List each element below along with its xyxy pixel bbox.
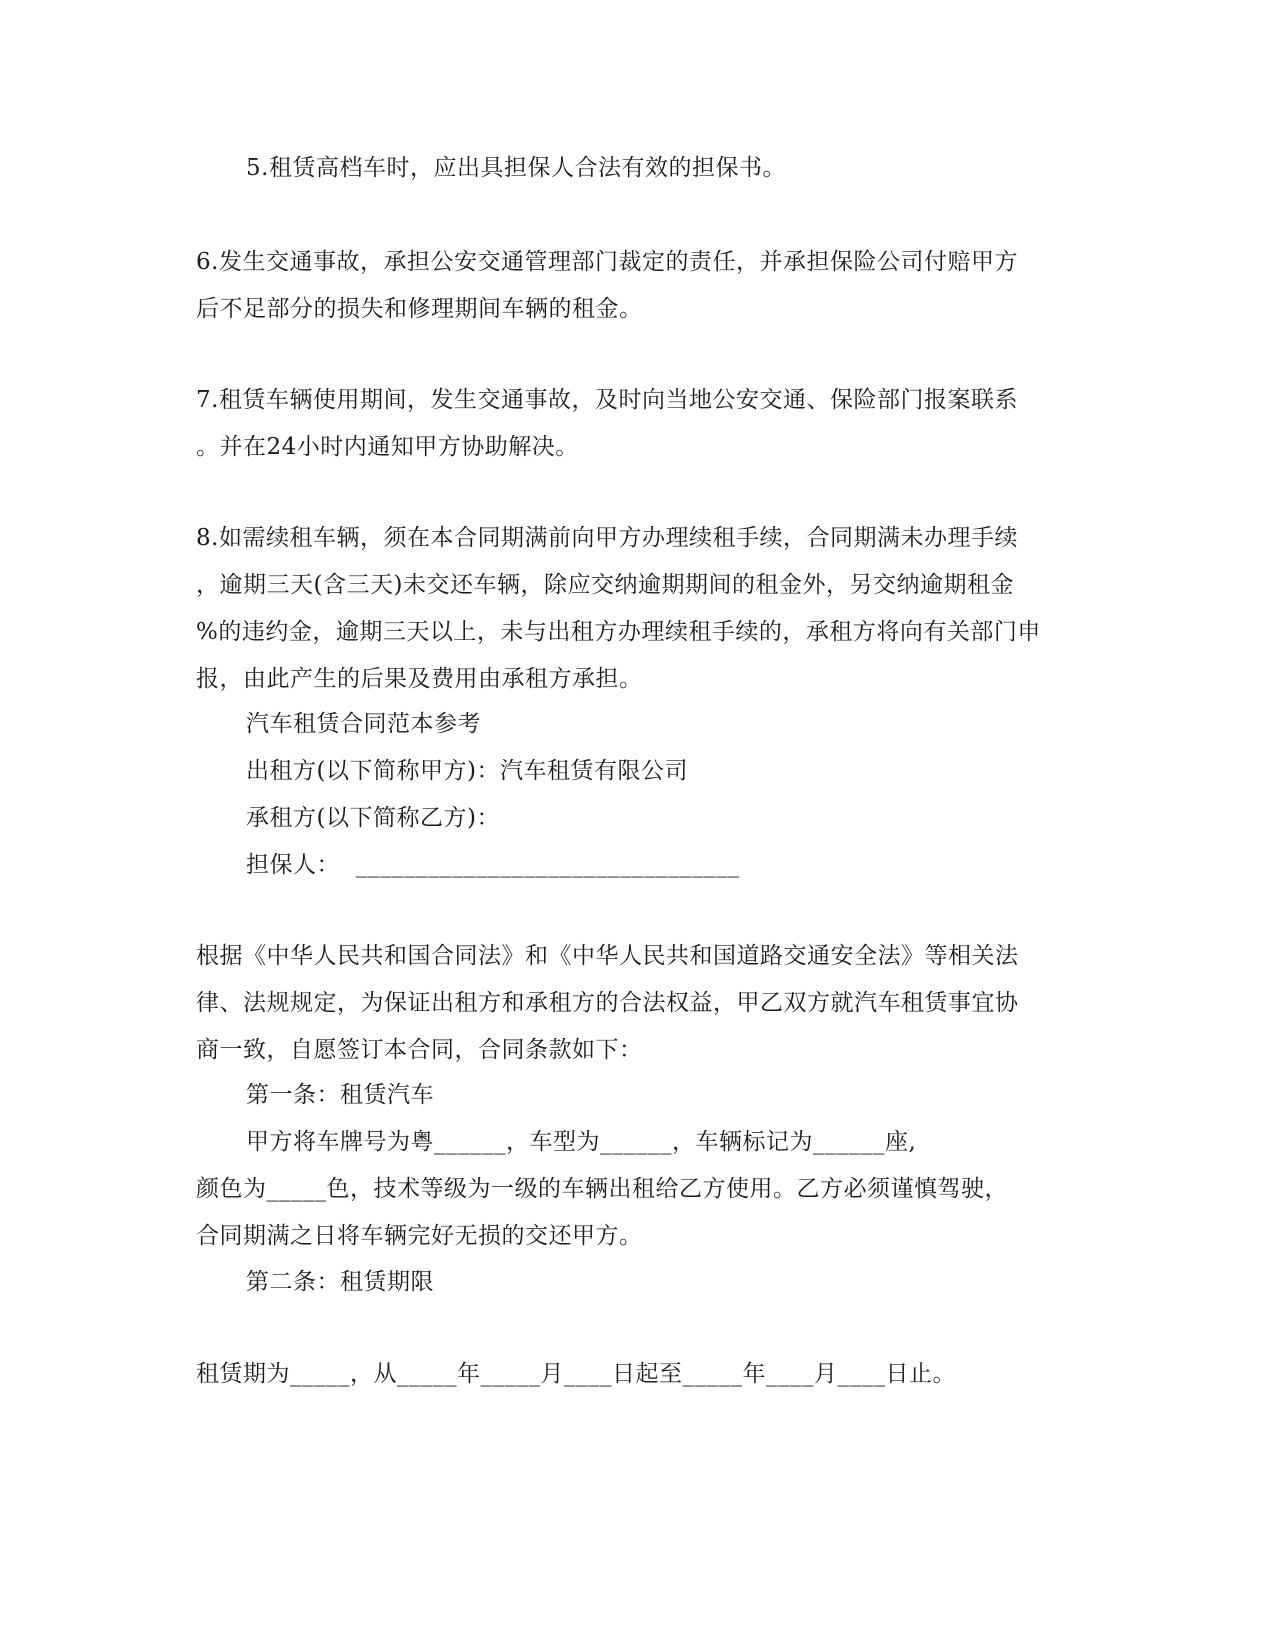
- article-1-line-1: 甲方将车牌号为粤______，车型为______，车辆标记为______座,: [246, 1129, 917, 1155]
- clause-6-line-2: 后不足部分的损失和修理期间车辆的租金。: [196, 296, 643, 322]
- article-2-title: 第二条：租赁期限: [246, 1269, 434, 1295]
- contract-title: 汽车租赁合同范本参考: [246, 711, 481, 737]
- lessee-line: 承租方(以下简称乙方)：: [246, 805, 500, 831]
- article-1-title: 第一条：租赁汽车: [246, 1082, 434, 1108]
- clause-7-line-2: 。并在24小时内通知甲方协助解决。: [196, 434, 579, 460]
- article-2-line-1: 租赁期为_____，从_____年_____月____日起至_____年____月____日止。: [196, 1361, 956, 1387]
- preamble-line-1: 根据《中华人民共和国合同法》和《中华人民共和国道路交通安全法》等相关法: [196, 943, 1019, 969]
- clause-5: 5.租赁高档车时，应出具担保人合法有效的担保书。: [246, 155, 786, 181]
- article-1-line-2: 颜色为_____色，技术等级为一级的车辆出租给乙方使用。乙方必须谨慎驾驶，: [196, 1176, 1008, 1202]
- clause-8-line-1: 8.如需续租车辆，须在本合同期满前向甲方办理续租手续，合同期满未办理手续: [196, 525, 1018, 551]
- article-1-line-3: 合同期满之日将车辆完好无损的交还甲方。: [196, 1223, 643, 1249]
- clause-7-line-1: 7.租赁车辆使用期间，发生交通事故，及时向当地公安交通、保险部门报案联系: [196, 387, 1018, 413]
- clause-8-line-2: ，逾期三天(含三天)未交还车辆，除应交纳逾期期间的租金外，另交纳逾期租金: [196, 572, 1014, 598]
- preamble-line-2: 律、法规规定，为保证出租方和承租方的合法权益，甲乙双方就汽车租赁事宜协: [196, 990, 1019, 1016]
- lessor-line: 出租方(以下简称甲方)：汽车租赁有限公司: [246, 758, 688, 784]
- guarantor-line: 担保人： ________________________________: [246, 852, 740, 878]
- clause-8-line-4: 报，由此产生的后果及费用由承租方承担。: [196, 666, 643, 692]
- preamble-line-3: 商一致，自愿签订本合同，合同条款如下：: [196, 1037, 643, 1063]
- clause-6-line-1: 6.发生交通事故，承担公安交通管理部门裁定的责任，并承担保险公司付赔甲方: [196, 249, 1018, 275]
- clause-8-line-3: %的违约金，逾期三天以上，未与出租方办理续租手续的，承租方将向有关部门申: [196, 619, 1041, 645]
